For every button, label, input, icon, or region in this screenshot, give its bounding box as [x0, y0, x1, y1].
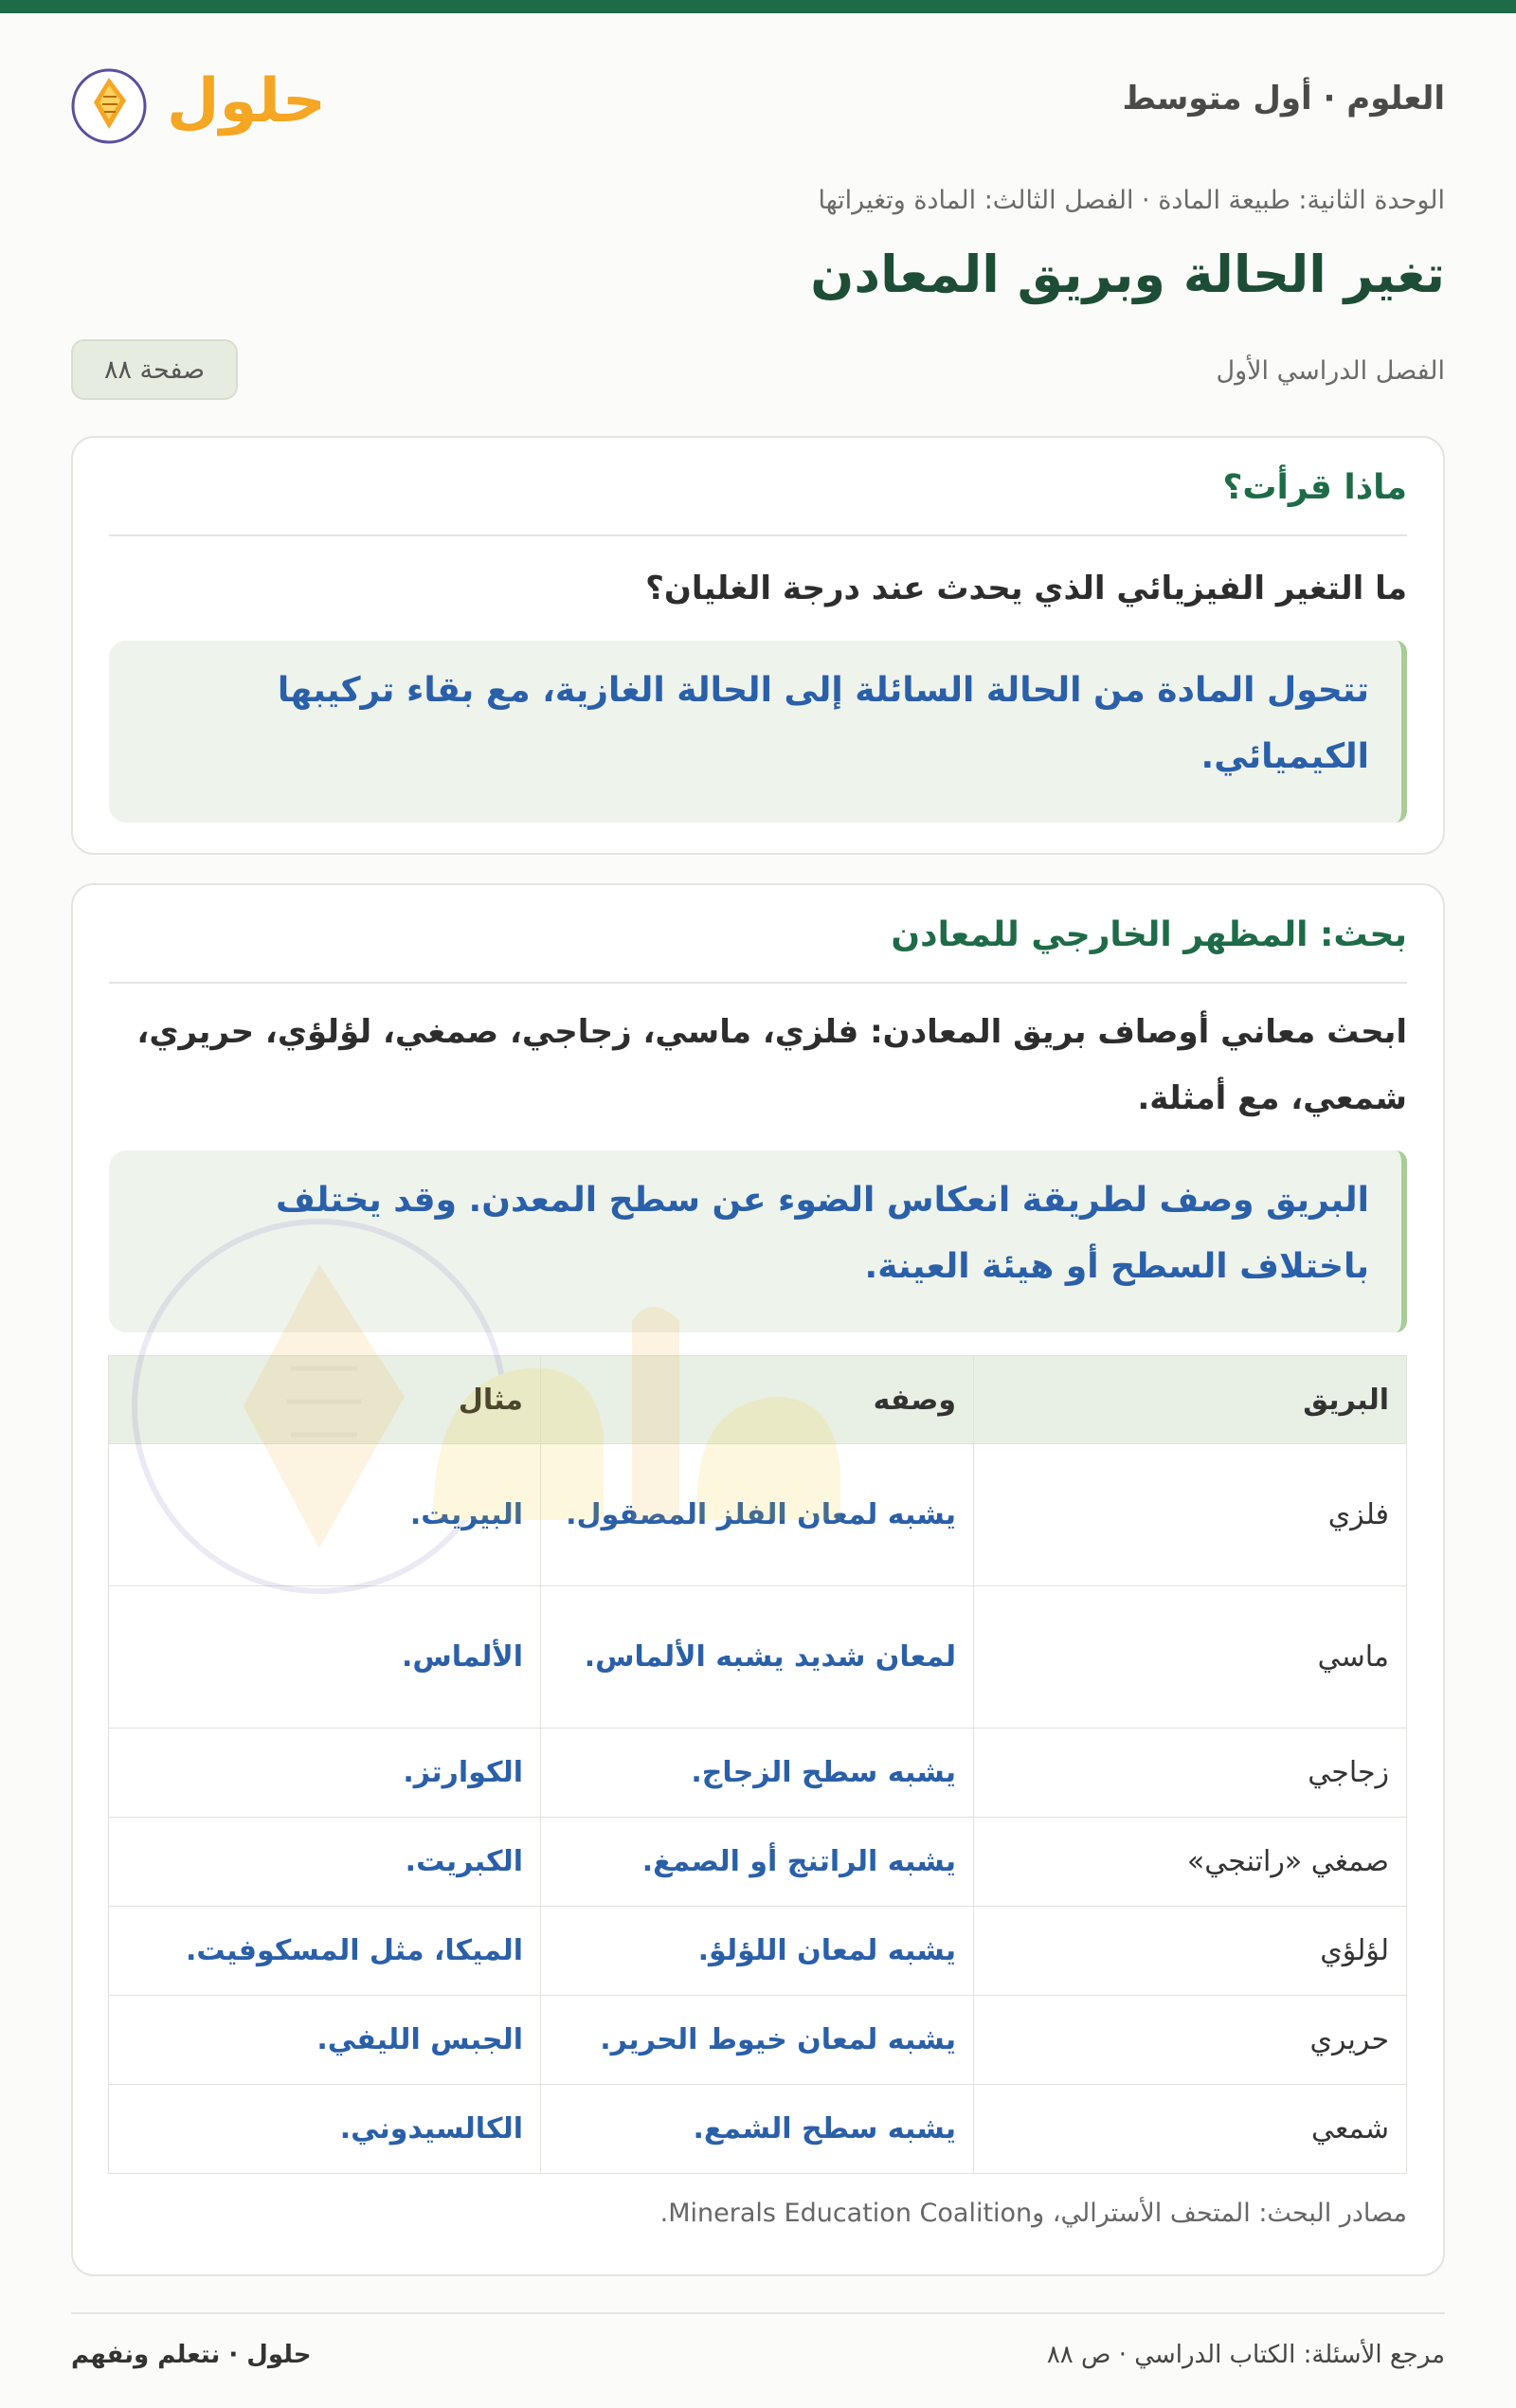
lustre-example: الميكا، مثل المسكوفيت.	[109, 1907, 541, 1996]
table-row	[109, 2085, 1407, 2174]
lustre-example: البيريت.	[109, 1444, 541, 1586]
footer-brand: حلول · نتعلم ونفهم	[71, 2341, 312, 2369]
lustre-description: لمعان شديد يشبه الألماس.	[541, 1586, 974, 1729]
lustre-description: يشبه سطح الزجاج.	[541, 1729, 974, 1818]
lustre-name: شمعي	[974, 2085, 1407, 2174]
header	[71, 38, 1445, 171]
top-accent-bar	[0, 0, 1516, 13]
semester-label: الفصل الدراسي الأول	[1216, 356, 1445, 386]
lustre-example: الكوارتز.	[109, 1729, 541, 1818]
lustre-name: لؤلؤي	[974, 1907, 1407, 1996]
column-header: وصفه	[541, 1356, 974, 1444]
research-card	[71, 883, 1445, 2276]
table-row	[109, 1907, 1407, 1996]
what-did-you-read-card	[71, 436, 1445, 855]
section-heading: ماذا قرأت؟	[109, 468, 1407, 536]
page-number-badge: صفحة ٨٨	[71, 339, 238, 400]
sources-note: مصادر البحث: المتحف الأسترالي، وMinerals Education Coalition.	[659, 2199, 1407, 2228]
section-heading: بحث: المظهر الخارجي للمعادن	[109, 915, 1407, 984]
table-header-row	[109, 1356, 1407, 1444]
lustre-example: الجبس الليفي.	[109, 1996, 541, 2085]
lustre-name: صمغي «راتنجي»	[974, 1818, 1407, 1907]
subject-title: العلوم · أول متوسط	[1122, 80, 1445, 118]
hulul-logo	[71, 47, 327, 152]
lustre-description: يشبه لمعان الفلز المصقول.	[541, 1444, 974, 1586]
page-title: تغير الحالة وبريق المعادن	[810, 244, 1445, 304]
table-row	[109, 1586, 1407, 1729]
lustre-name: ماسي	[974, 1586, 1407, 1729]
lustre-example: الكالسيدوني.	[109, 2085, 541, 2174]
lustre-name: زجاجي	[974, 1729, 1407, 1818]
lustre-name: فلزي	[974, 1444, 1407, 1586]
lustre-description: يشبه الراتنج أو الصمغ.	[541, 1818, 974, 1907]
lustre-description: يشبه سطح الشمع.	[541, 2085, 974, 2174]
lustre-table	[108, 1355, 1407, 2174]
answer-box: تتحول المادة من الحالة السائلة إلى الحالة الغازية، مع بقاء تركيبها الكيميائي.	[109, 641, 1407, 823]
lustre-example: الكبريت.	[109, 1818, 541, 1907]
question-text: ما التغير الفيزيائي الذي يحدث عند درجة الغليان؟	[645, 570, 1407, 607]
table-row	[109, 1996, 1407, 2085]
lustre-description: يشبه لمعان اللؤلؤ.	[541, 1907, 974, 1996]
footer-reference: مرجع الأسئلة: الكتاب الدراسي · ص ٨٨	[1046, 2341, 1445, 2369]
lustre-example: الألماس.	[109, 1586, 541, 1729]
table-row	[109, 1444, 1407, 1586]
lustre-name: حريري	[974, 1996, 1407, 2085]
breadcrumb: الوحدة الثانية: طبيعة المادة · الفصل الثالث: المادة وتغيراتها	[818, 186, 1445, 215]
research-answer-box: البريق وصف لطريقة انعكاس الضوء عن سطح المعدن. وقد يختلف باختلاف السطح أو هيئة العينة.	[109, 1150, 1407, 1332]
svg-text:حلول: حلول	[167, 66, 326, 136]
table-row	[109, 1818, 1407, 1907]
table-row	[109, 1729, 1407, 1818]
research-question: ابحث معاني أوصاف بريق المعادن: فلزي، ماسي، زجاجي، صمغي، لؤلؤي، حريري، شمعي، مع أمثلة.	[136, 1013, 1407, 1117]
lustre-description: يشبه لمعان خيوط الحرير.	[541, 1996, 974, 2085]
column-header: البريق	[974, 1356, 1407, 1444]
footer-divider	[71, 2312, 1445, 2314]
column-header: مثال	[109, 1356, 541, 1444]
